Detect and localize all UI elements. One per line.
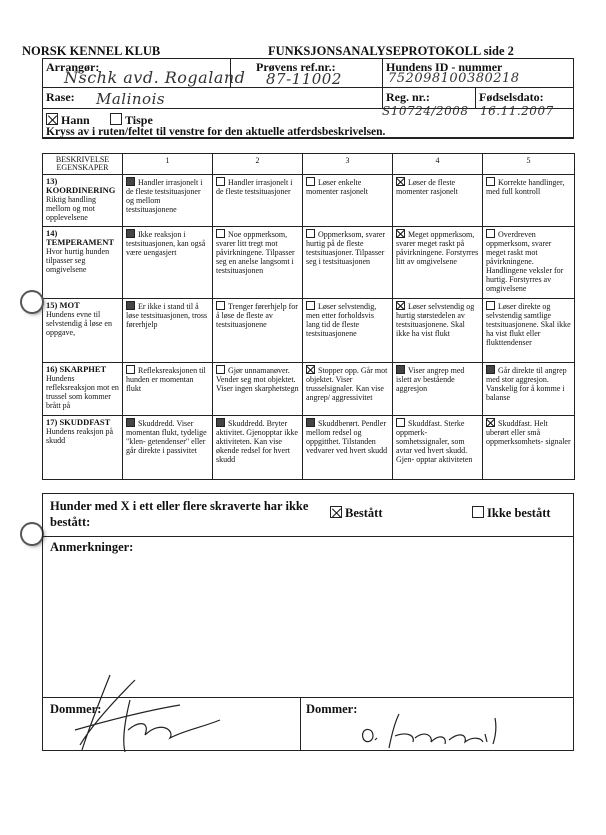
- option-checkbox[interactable]: [126, 418, 135, 427]
- option-checkbox[interactable]: [486, 418, 495, 427]
- hann-label: Hann: [61, 113, 90, 127]
- option-text: Overdreven oppmerksom, svarer meget raskt mot påvirkningene. Handlingene veksler for hurtig. Forstyrres av omgivelsene: [486, 230, 564, 293]
- row-label: [43, 175, 123, 227]
- option-checkbox[interactable]: [306, 365, 315, 374]
- evaluation-table: [42, 153, 575, 480]
- row-label: [43, 227, 123, 299]
- row-title: 16) SKARPHET: [46, 364, 107, 374]
- option-cell[interactable]: [303, 363, 393, 416]
- option-text: Oppmerksom, svarer hurtig på de fleste testsituasjoner. Tilpasser seg i testsituasjonen: [306, 230, 386, 266]
- option-checkbox[interactable]: [216, 301, 225, 310]
- option-text: Løser selvstendig og hurtig størstedelen av testsituasjonene. Skal ikke ha vist flukt: [396, 302, 475, 338]
- table-row: [43, 175, 575, 227]
- option-checkbox[interactable]: [306, 301, 315, 310]
- option-text: Løser enkelte momenter rasjonelt: [306, 178, 368, 196]
- row-label: [43, 299, 123, 363]
- option-checkbox[interactable]: [396, 177, 405, 186]
- option-text: Løser de fleste momenter rasjonelt: [396, 178, 458, 196]
- option-text: Gjør unnamanøver. Vender seg mot objektet. Viser ingen skarphetstegn: [216, 366, 299, 393]
- option-cell[interactable]: [483, 416, 575, 480]
- punch-hole: [22, 292, 42, 312]
- option-checkbox[interactable]: [396, 301, 405, 310]
- option-text: Handler irrasjonelt i de fleste testsituasjoner og mellom testsituasjonene: [126, 178, 203, 214]
- hann-checkbox[interactable]: [46, 113, 58, 125]
- option-text: Trenger førerhjelp for å løse de fleste av testsituasjonene: [216, 302, 298, 329]
- table-row: [43, 227, 575, 299]
- row-title: 14) TEMPERAMENT: [46, 228, 114, 247]
- option-checkbox[interactable]: [396, 365, 405, 374]
- rase-value: Malinois: [96, 90, 166, 108]
- option-text: Viser angrep med islett av bestående aggresjon: [396, 366, 465, 393]
- bestatt-checkbox[interactable]: [330, 506, 342, 518]
- option-cell[interactable]: [393, 416, 483, 480]
- option-checkbox[interactable]: [216, 418, 225, 427]
- row-description: Hvor hurtig hunden tilpasser seg omgivelsene: [46, 247, 110, 274]
- option-checkbox[interactable]: [306, 418, 315, 427]
- option-checkbox[interactable]: [126, 229, 135, 238]
- option-cell[interactable]: [393, 299, 483, 363]
- option-checkbox[interactable]: [486, 301, 495, 310]
- regnr-value: S10724/2008: [382, 104, 469, 118]
- regnr-label: Reg. nr.:: [386, 90, 430, 104]
- option-cell[interactable]: [213, 363, 303, 416]
- option-text: Refleksreaksjonen til hunden er momentan flukt: [126, 366, 206, 393]
- bestatt-label: Bestått: [345, 506, 383, 520]
- option-cell[interactable]: [123, 416, 213, 480]
- row-description: Riktig handling mellom og mot opplevelsene: [46, 195, 96, 222]
- option-cell[interactable]: [483, 175, 575, 227]
- option-text: Korrekte handlinger, med full kontroll: [486, 178, 565, 196]
- ikke-bestatt-checkbox[interactable]: [472, 506, 484, 518]
- col-header-5: 5: [483, 154, 575, 175]
- row-label: [43, 416, 123, 480]
- row-title: 13) KOORDINERING: [46, 176, 116, 195]
- option-checkbox[interactable]: [126, 301, 135, 310]
- option-text: Går direkte til angrep med stor aggresjon. Vanskelig for å komme i balanse: [486, 366, 567, 402]
- col-header-1: 1: [123, 154, 213, 175]
- option-text: Løser selvstendig, men etter forholdsvis lang tid de fleste testsituasjonene: [306, 302, 377, 338]
- option-text: Skuddfast. Sterke oppmerk- somhetssignaler, som avtar ved hvert skudd. Gjen- opptar aktiviteten: [396, 419, 473, 464]
- option-cell[interactable]: [303, 416, 393, 480]
- option-cell[interactable]: [483, 299, 575, 363]
- option-text: Noe oppmerksom, svarer litt tregt mot påvirkningene. Tilpasser seg en anelse langsomt i testsituasjonen: [216, 230, 295, 275]
- option-checkbox[interactable]: [396, 418, 405, 427]
- table-row: [43, 299, 575, 363]
- option-text: Meget oppmerksom, svarer meget raskt på påvirkningene. Forstyrres litt av omgivelsene: [396, 230, 479, 266]
- row-description: Hundens evne til selvstendig å løse en oppgave,: [46, 310, 112, 337]
- fodsel-value: 16.11.2007: [480, 104, 554, 118]
- option-cell[interactable]: [303, 299, 393, 363]
- option-text: Løser direkte og selvstendig samtlige testsituasjonene. Skal ikke ha vist flukt eller flukttendenser: [486, 302, 571, 347]
- org-name: NORSK KENNEL KLUB: [22, 44, 161, 58]
- arrangor-label: Arrangør:: [46, 60, 100, 74]
- option-text: Skuddfast. Helt uberørt eller små oppmerksomhets- signaler: [486, 419, 571, 446]
- option-checkbox[interactable]: [486, 229, 495, 238]
- refnr-label: Prøvens ref.nr.:: [256, 60, 336, 74]
- row-description: Hundens reaksjon på skudd: [46, 427, 114, 445]
- option-checkbox[interactable]: [306, 229, 315, 238]
- fodsel-label: Fødselsdato:: [479, 90, 544, 104]
- option-text: Skuddredd. Viser momentan flukt, tydelige "klen- getendenser" eller går direkte i passivitet: [126, 419, 207, 455]
- option-checkbox[interactable]: [126, 365, 135, 374]
- option-cell[interactable]: [483, 227, 575, 299]
- option-cell[interactable]: [123, 363, 213, 416]
- punch-hole: [22, 524, 42, 544]
- ikke-bestatt-label: Ikke bestått: [487, 506, 551, 520]
- ikke-bestatt-option[interactable]: [472, 504, 551, 522]
- option-checkbox[interactable]: [216, 177, 225, 186]
- column-header-row: [43, 154, 575, 175]
- option-checkbox[interactable]: [216, 229, 225, 238]
- table-row: [43, 363, 575, 416]
- option-cell[interactable]: [123, 227, 213, 299]
- hundid-label: Hundens ID - nummer: [386, 60, 503, 74]
- option-text: Skuddredd. Bryter aktivitet. Gjenopptar ikke aktiviteten. Kan vise økende redsel for hvert skudd: [216, 419, 298, 464]
- row-title: 15) MOT: [46, 300, 80, 310]
- option-cell[interactable]: [303, 175, 393, 227]
- option-text: Skuddberørt. Pendler mellom redsel og oppgitthet. Tilstanden vedvarer ved hvert skudd: [306, 419, 388, 455]
- judge2-signature: [355, 708, 535, 752]
- option-checkbox[interactable]: [216, 365, 225, 374]
- judge1-signature: [70, 660, 230, 760]
- option-text: Ikke reaksjon i testsituasjonen, kan også være uengasjert: [126, 230, 206, 257]
- result-text: Hunder med X i ett eller flere skraverte har ikke bestått:: [50, 499, 309, 529]
- option-cell[interactable]: [393, 175, 483, 227]
- table-row: [43, 416, 575, 480]
- option-text: Stopper opp. Går mot objektet. Viser trusselsignaler. Kan vise angrep/ aggressivitet: [306, 366, 388, 402]
- row-description: Hundens refleksreaksjon mot en trussel som kommer brått på: [46, 374, 119, 410]
- form-title: FUNKSJONSANALYSEPROTOKOLL side 2: [268, 44, 514, 58]
- option-cell[interactable]: [303, 227, 393, 299]
- option-cell[interactable]: [393, 227, 483, 299]
- row-label: [43, 363, 123, 416]
- dommer2-label: Dommer:: [306, 702, 358, 716]
- hundid-value: 752098100380218: [388, 71, 520, 86]
- option-checkbox[interactable]: [396, 229, 405, 238]
- option-checkbox[interactable]: [486, 177, 495, 186]
- option-cell[interactable]: [123, 299, 213, 363]
- bestatt-option[interactable]: [330, 504, 383, 522]
- option-cell[interactable]: [483, 363, 575, 416]
- col-header-4: 4: [393, 154, 483, 175]
- option-checkbox[interactable]: [486, 365, 495, 374]
- tispe-checkbox[interactable]: [110, 113, 122, 125]
- instruction: Kryss av i ruten/feltet til venstre for den aktuelle atferdsbeskrivelsen.: [46, 126, 386, 138]
- option-cell[interactable]: [123, 175, 213, 227]
- refnr-value: 87-11002: [266, 70, 342, 88]
- option-cell[interactable]: [213, 299, 303, 363]
- desc-header: BESKRIVELSE EGENSKAPER: [43, 154, 123, 175]
- option-cell[interactable]: [393, 363, 483, 416]
- option-cell[interactable]: [213, 175, 303, 227]
- row-title: 17) SKUDDFAST: [46, 417, 111, 427]
- col-header-3: 3: [303, 154, 393, 175]
- option-checkbox[interactable]: [306, 177, 315, 186]
- rase-label: Rase:: [46, 90, 75, 104]
- option-cell[interactable]: [213, 416, 303, 480]
- tispe-label: Tispe: [125, 113, 153, 127]
- dommer1-label: Dommer:: [50, 702, 102, 716]
- col-header-2: 2: [213, 154, 303, 175]
- option-cell[interactable]: [213, 227, 303, 299]
- option-text: Er ikke i stand til å løse testsituasjonen, tross førerhjelp: [126, 302, 208, 329]
- remarks-label: Anmerkninger:: [50, 540, 134, 554]
- option-checkbox[interactable]: [126, 177, 135, 186]
- option-text: Handler irrasjonelt i de fleste testsituasjoner: [216, 178, 293, 196]
- arrangor-value: Nschk avd. Rogaland: [64, 68, 246, 87]
